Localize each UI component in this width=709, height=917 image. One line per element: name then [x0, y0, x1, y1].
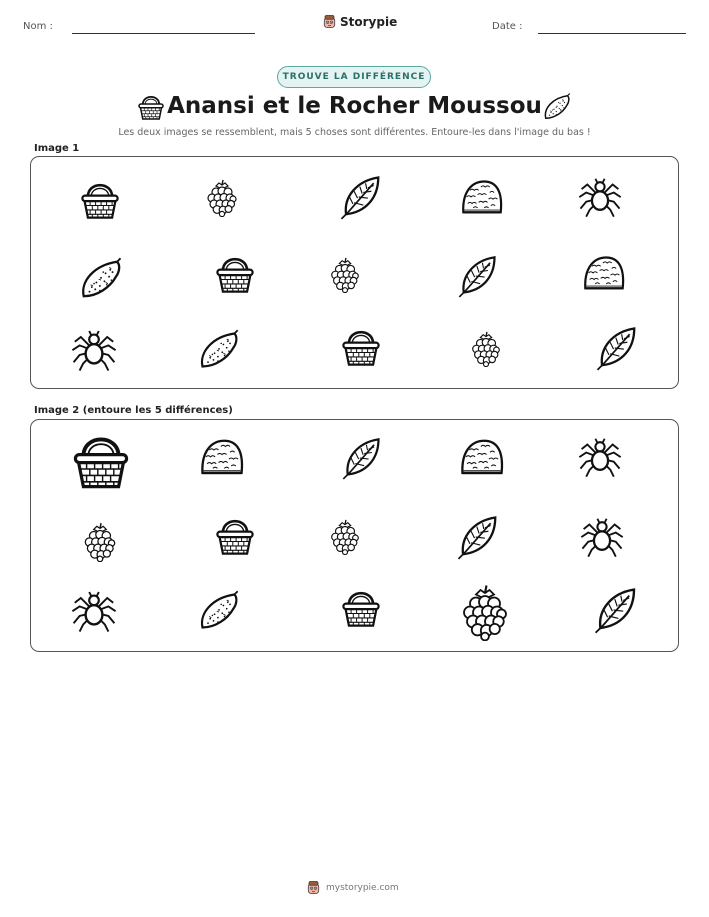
image1-label: Image 1 [34, 143, 80, 154]
image2-panel[interactable] [30, 419, 679, 652]
storypie-mascot-icon [322, 14, 337, 29]
spider-icon [577, 433, 623, 479]
mossy-rock-icon [199, 435, 245, 481]
raspberry-icon [79, 520, 121, 562]
leaf-icon [592, 586, 640, 634]
leaf-icon [338, 174, 384, 220]
mossy-rock-icon [582, 252, 626, 296]
name-label: Nom : [23, 21, 53, 32]
raspberry-icon [202, 177, 242, 217]
activity-badge: TROUVE LA DIFFÉRENCE [277, 66, 431, 88]
image1-panel [30, 156, 679, 389]
brand-logo [322, 14, 397, 29]
basket-icon [339, 586, 383, 630]
basket-icon [213, 252, 257, 296]
leaf-icon [455, 514, 501, 560]
raspberry-icon [467, 329, 505, 367]
leaf-icon [456, 254, 500, 298]
yam-icon [197, 589, 241, 633]
yam-icon [542, 92, 572, 122]
instructions: Les deux images se ressemblent, mais 5 choses sont différentes. Entoure-les dans l'image du bas ! [118, 127, 591, 138]
spider-icon [70, 325, 118, 373]
name-field[interactable] [72, 33, 255, 34]
spider-icon [579, 513, 625, 559]
mossy-rock-icon [459, 435, 505, 481]
leaf-icon [594, 325, 640, 371]
leaf-icon [340, 436, 384, 480]
raspberry-icon [326, 255, 364, 293]
footer-site: mystorypie.com [326, 882, 399, 893]
page-title: Anansi et le Rocher Moussou [167, 93, 542, 119]
date-field[interactable] [538, 33, 686, 34]
brand-name: Storypie [340, 14, 398, 29]
spider-icon [577, 173, 623, 219]
basket-icon [213, 514, 257, 558]
spider-icon [70, 586, 118, 634]
date-label: Date : [492, 21, 523, 32]
raspberry-icon [455, 581, 515, 641]
basket-icon [69, 429, 133, 493]
footer [306, 880, 399, 895]
basket-icon [339, 325, 383, 369]
yam-icon [78, 256, 124, 302]
storypie-mascot-icon [306, 880, 321, 895]
image2-label: Image 2 (entoure les 5 différences) [34, 405, 233, 416]
raspberry-icon [326, 517, 364, 555]
mossy-rock-icon [460, 176, 504, 220]
yam-icon [197, 328, 241, 372]
basket-icon [78, 178, 122, 222]
